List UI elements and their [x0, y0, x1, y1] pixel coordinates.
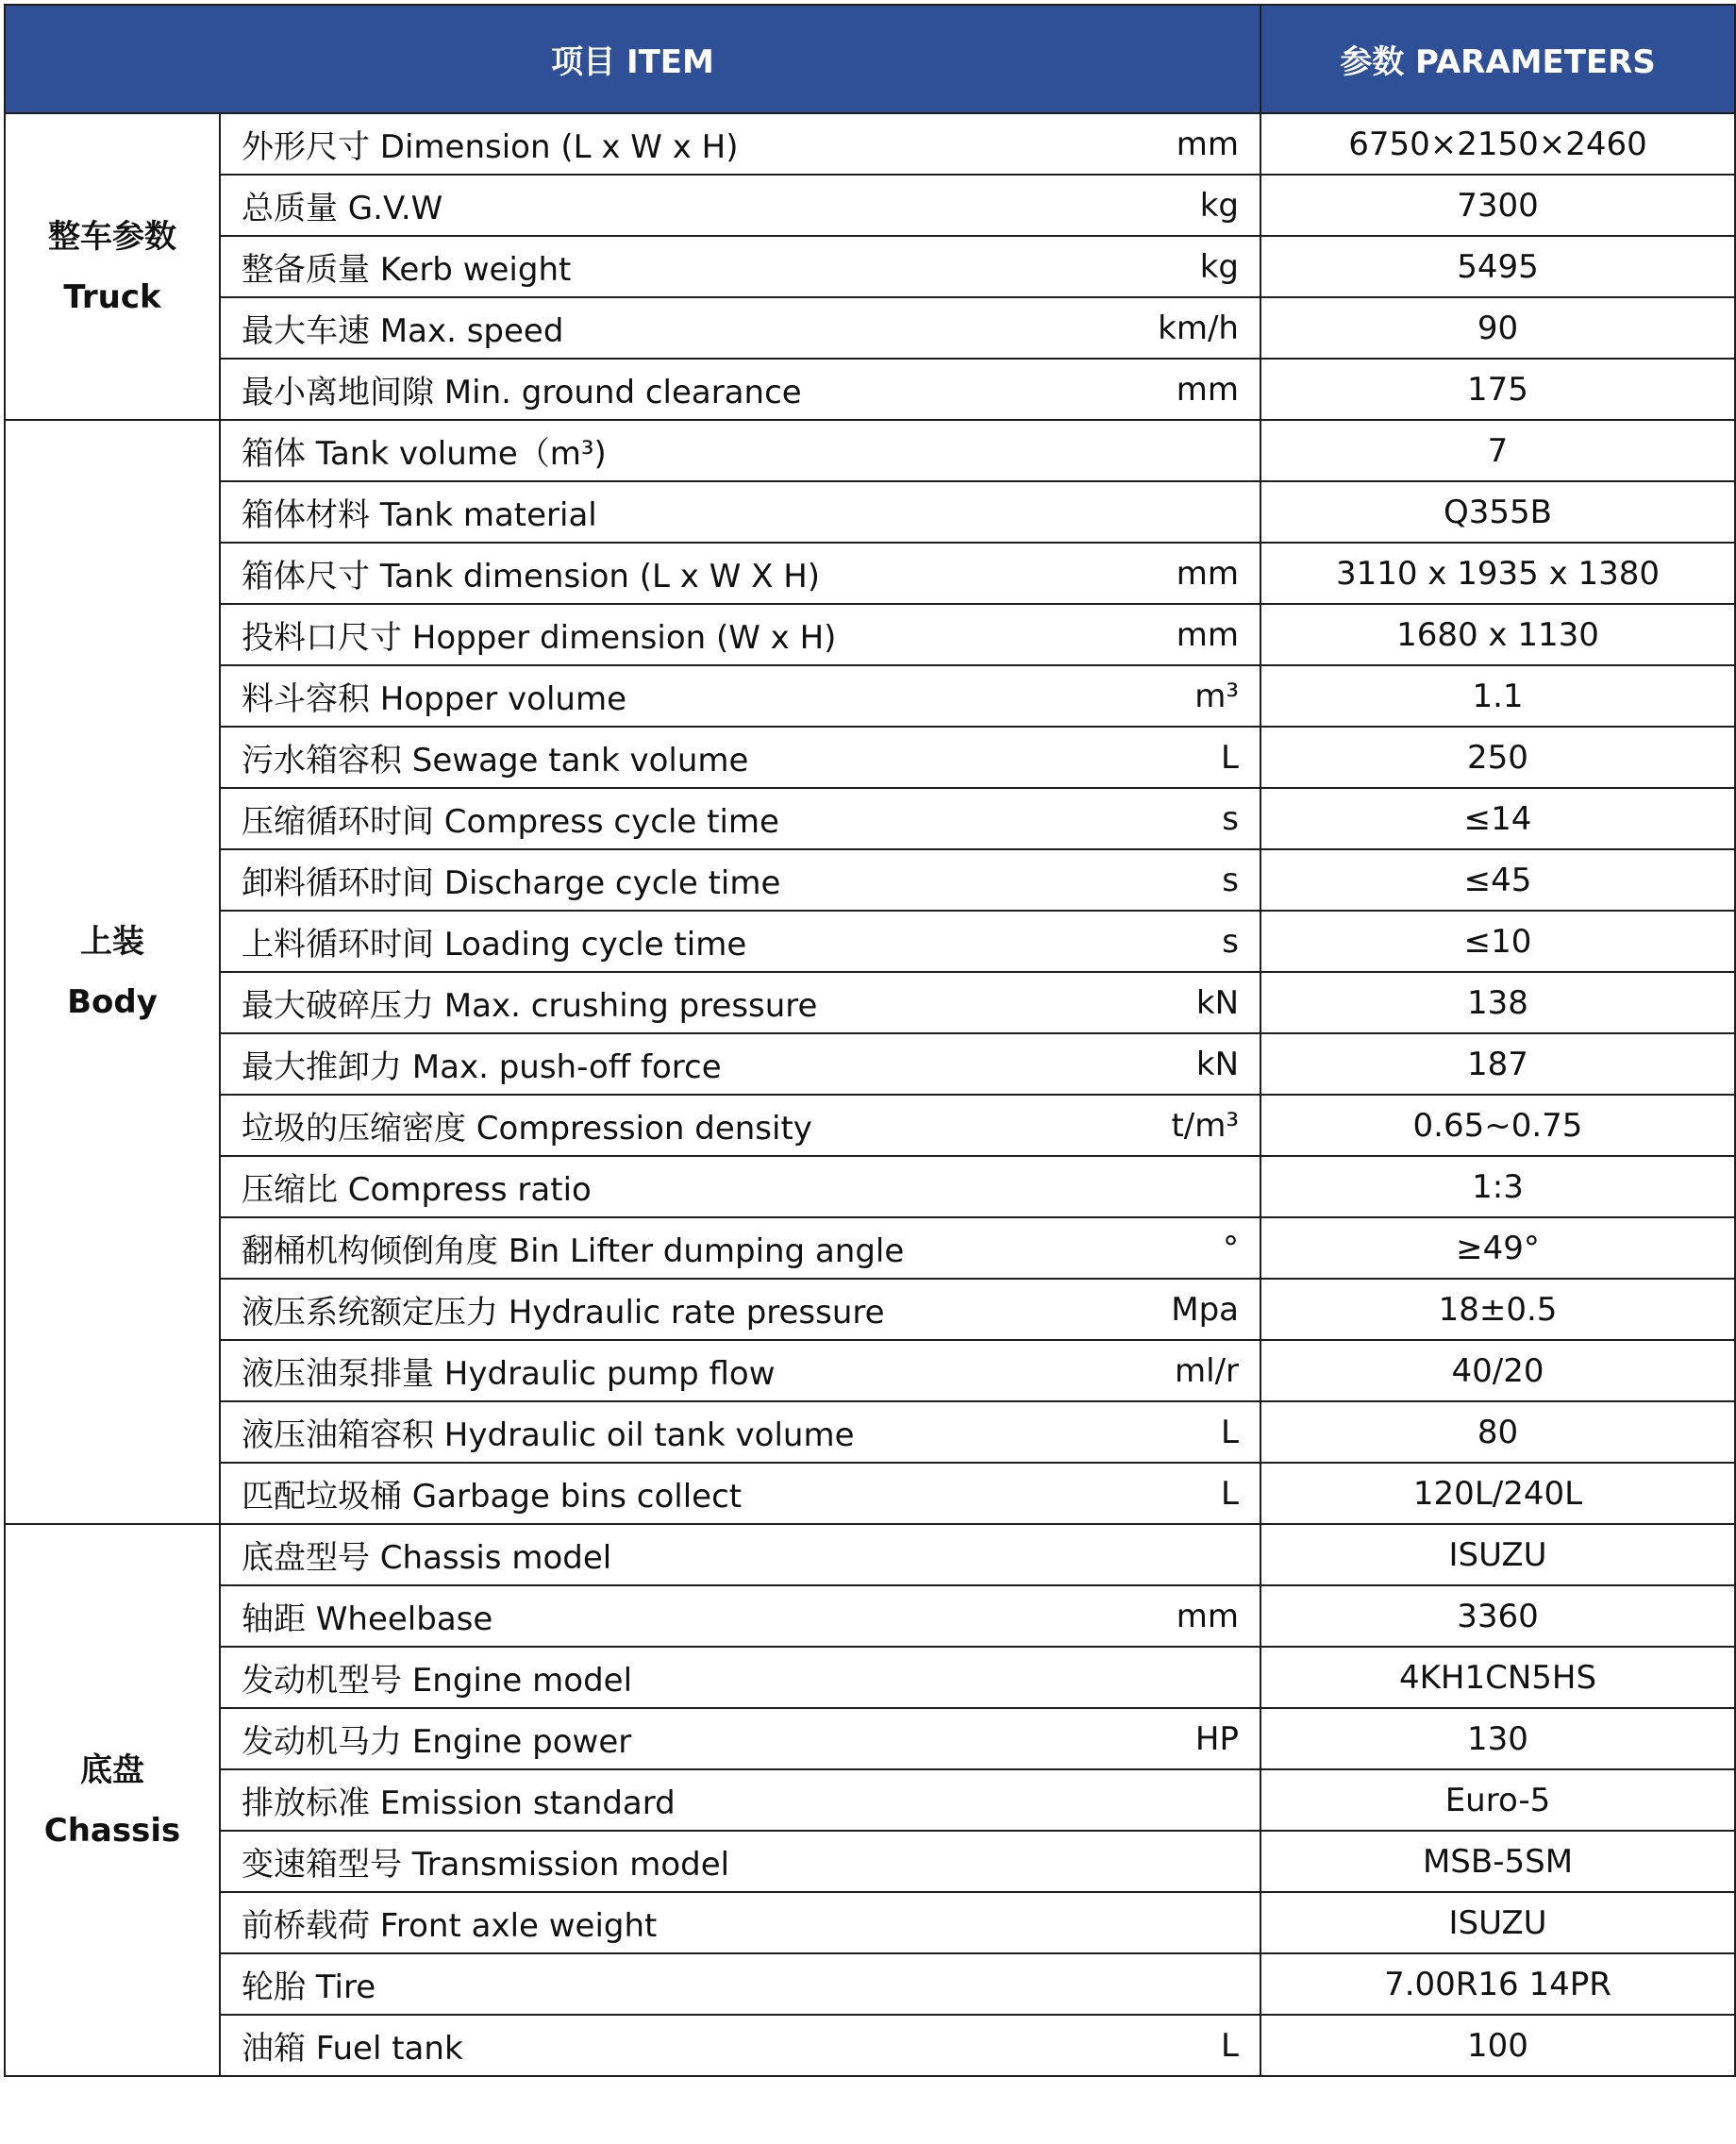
parameter-value: Euro-5: [1260, 1769, 1735, 1831]
item-unit: kg: [1199, 186, 1239, 225]
table-row: [5, 481, 1735, 543]
group-name-en: Chassis: [43, 1811, 181, 1850]
item-label: 液压油泵排量 Hydraulic pump flow: [242, 1355, 776, 1393]
table-row: [5, 1217, 1735, 1279]
table-row: [5, 1708, 1735, 1769]
table-row: [5, 1095, 1735, 1156]
parameter-value: 1:3: [1260, 1156, 1735, 1217]
item-cell: [220, 2015, 1260, 2076]
group-label: [5, 1524, 220, 2076]
item-unit: km/h: [1158, 309, 1239, 347]
parameter-value: 4KH1CN5HS: [1260, 1647, 1735, 1708]
item-cell: [220, 1279, 1260, 1340]
item-cell: [220, 420, 1260, 481]
item-cell: [220, 1524, 1260, 1585]
parameter-value: 100: [1260, 2015, 1735, 2076]
item-unit: L: [1221, 738, 1239, 777]
item-label: 箱体尺寸 Tank dimension (L x W X H): [242, 558, 821, 595]
table-row: [5, 911, 1735, 972]
item-unit: mm: [1176, 554, 1239, 593]
item-cell: [220, 297, 1260, 359]
table-row: [5, 665, 1735, 727]
item-label: 上料循环时间 Loading cycle time: [242, 926, 747, 963]
item-unit: mm: [1176, 125, 1239, 163]
group-label: [5, 113, 220, 420]
header-parameters: 参数 PARAMETERS: [1260, 5, 1735, 113]
item-cell: [220, 1401, 1260, 1463]
header-row: [5, 5, 1735, 113]
item-cell: [220, 359, 1260, 420]
table-row: [5, 236, 1735, 297]
parameter-value: ≤14: [1260, 788, 1735, 849]
item-cell: [220, 1892, 1260, 1953]
parameter-value: 187: [1260, 1033, 1735, 1095]
parameter-value: 0.65~0.75: [1260, 1095, 1735, 1156]
parameter-value: 5495: [1260, 236, 1735, 297]
item-label: 油箱 Fuel tank: [242, 2030, 463, 2068]
table-row: [5, 604, 1735, 665]
parameter-value: ISUZU: [1260, 1524, 1735, 1585]
item-cell: [220, 1953, 1260, 2015]
table-row: [5, 1524, 1735, 1585]
item-cell: [220, 911, 1260, 972]
item-unit: °: [1223, 1229, 1239, 1267]
item-cell: [220, 1585, 1260, 1647]
table-row: [5, 849, 1735, 911]
item-label: 最大车速 Max. speed: [242, 312, 564, 350]
parameter-value: 7: [1260, 420, 1735, 481]
item-label: 卸料循环时间 Discharge cycle time: [242, 864, 781, 902]
item-label: 总质量 G.V.W: [242, 190, 443, 227]
parameter-value: 175: [1260, 359, 1735, 420]
item-cell: [220, 1831, 1260, 1892]
parameter-value: 6750×2150×2460: [1260, 113, 1735, 175]
item-label: 变速箱型号 Transmission model: [242, 1846, 730, 1884]
parameter-value: ≥49°: [1260, 1217, 1735, 1279]
parameter-value: ≤45: [1260, 849, 1735, 911]
item-label: 轴距 Wheelbase: [242, 1600, 493, 1638]
item-label: 料斗容积 Hopper volume: [242, 680, 626, 718]
item-unit: mm: [1176, 1597, 1239, 1635]
parameter-value: 120L/240L: [1260, 1463, 1735, 1524]
spec-body: [5, 113, 1735, 2076]
table-row: [5, 1769, 1735, 1831]
item-cell: [220, 1095, 1260, 1156]
item-unit: HP: [1194, 1719, 1239, 1758]
item-label: 液压系统额定压力 Hydraulic rate pressure: [242, 1294, 885, 1332]
item-unit: ml/r: [1175, 1351, 1239, 1390]
group-label: [5, 420, 220, 1524]
item-cell: [220, 972, 1260, 1033]
table-row: [5, 1953, 1735, 2015]
item-label: 轮胎 Tire: [242, 1968, 376, 2006]
item-cell: [220, 1340, 1260, 1401]
parameter-value: 3110 x 1935 x 1380: [1260, 543, 1735, 604]
table-row: [5, 175, 1735, 236]
item-unit: m³: [1194, 677, 1239, 715]
parameter-value: 18±0.5: [1260, 1279, 1735, 1340]
item-label: 外形尺寸 Dimension (L x W x H): [242, 128, 739, 166]
item-label: 排放标准 Emission standard: [242, 1784, 676, 1822]
table-row: [5, 113, 1735, 175]
table-row: [5, 359, 1735, 420]
item-cell: [220, 788, 1260, 849]
item-cell: [220, 1647, 1260, 1708]
table-row: [5, 1340, 1735, 1401]
parameter-value: 250: [1260, 727, 1735, 788]
item-cell: [220, 1033, 1260, 1095]
item-unit: s: [1222, 922, 1239, 961]
parameter-value: 130: [1260, 1708, 1735, 1769]
item-label: 压缩循环时间 Compress cycle time: [242, 803, 779, 841]
parameter-value: 138: [1260, 972, 1735, 1033]
item-label: 箱体材料 Tank material: [242, 496, 597, 534]
spec-table: [4, 4, 1736, 2077]
item-cell: [220, 1708, 1260, 1769]
group-name-cn: 整车参数: [48, 217, 176, 256]
item-cell: [220, 849, 1260, 911]
group-name-cn: 底盘: [80, 1750, 144, 1789]
parameter-value: ≤10: [1260, 911, 1735, 972]
table-row: [5, 1033, 1735, 1095]
table-row: [5, 420, 1735, 481]
parameter-value: MSB-5SM: [1260, 1831, 1735, 1892]
table-row: [5, 1401, 1735, 1463]
item-unit: kg: [1199, 247, 1239, 286]
table-row: [5, 1279, 1735, 1340]
table-row: [5, 1585, 1735, 1647]
parameter-value: 80: [1260, 1401, 1735, 1463]
item-label: 翻桶机构倾倒角度 Bin Lifter dumping angle: [242, 1232, 905, 1270]
item-label: 发动机马力 Engine power: [242, 1723, 632, 1761]
table-row: [5, 297, 1735, 359]
group-name-en: Body: [67, 983, 158, 1021]
item-label: 整备质量 Kerb weight: [242, 251, 572, 289]
item-label: 污水箱容积 Sewage tank volume: [242, 742, 749, 779]
item-unit: s: [1222, 861, 1239, 899]
table-row: [5, 1463, 1735, 1524]
item-label: 最小离地间隙 Min. ground clearance: [242, 374, 802, 411]
item-label: 最大推卸力 Max. push-off force: [242, 1048, 722, 1086]
header-item: 项目 ITEM: [5, 5, 1260, 113]
table-row: [5, 1156, 1735, 1217]
parameter-value: 1680 x 1130: [1260, 604, 1735, 665]
item-cell: [220, 727, 1260, 788]
item-label: 发动机型号 Engine model: [242, 1662, 633, 1700]
parameter-value: 90: [1260, 297, 1735, 359]
item-unit: mm: [1176, 370, 1239, 409]
parameter-value: 7.00R16 14PR: [1260, 1953, 1735, 2015]
table-row: [5, 788, 1735, 849]
item-unit: s: [1222, 799, 1239, 838]
item-cell: [220, 481, 1260, 543]
parameter-value: ISUZU: [1260, 1892, 1735, 1953]
item-label: 压缩比 Compress ratio: [242, 1171, 592, 1209]
table-row: [5, 1892, 1735, 1953]
item-unit: kN: [1195, 1045, 1239, 1083]
parameter-value: Q355B: [1260, 481, 1735, 543]
item-cell: [220, 1217, 1260, 1279]
item-label: 底盘型号 Chassis model: [242, 1539, 612, 1577]
item-cell: [220, 113, 1260, 175]
item-unit: mm: [1176, 615, 1239, 654]
table-row: [5, 1647, 1735, 1708]
item-label: 液压油箱容积 Hydraulic oil tank volume: [242, 1416, 855, 1454]
item-cell: [220, 665, 1260, 727]
parameter-value: 3360: [1260, 1585, 1735, 1647]
table-row: [5, 1831, 1735, 1892]
item-label: 箱体 Tank volume（m³): [242, 435, 607, 473]
item-label: 匹配垃圾桶 Garbage bins collect: [242, 1478, 743, 1516]
table-row: [5, 727, 1735, 788]
item-unit: t/m³: [1171, 1106, 1239, 1145]
item-cell: [220, 236, 1260, 297]
item-label: 前桥载荷 Front axle weight: [242, 1907, 658, 1945]
parameter-value: 40/20: [1260, 1340, 1735, 1401]
item-cell: [220, 604, 1260, 665]
item-unit: L: [1221, 1413, 1239, 1451]
table-row: [5, 2015, 1735, 2076]
table-row: [5, 972, 1735, 1033]
item-unit: kN: [1195, 983, 1239, 1022]
item-cell: [220, 175, 1260, 236]
item-cell: [220, 1769, 1260, 1831]
group-name-en: Truck: [63, 277, 161, 316]
item-cell: [220, 1156, 1260, 1217]
item-unit: L: [1221, 1474, 1239, 1513]
item-label: 垃圾的压缩密度 Compression density: [242, 1110, 812, 1147]
group-name-cn: 上装: [80, 923, 144, 961]
item-cell: [220, 543, 1260, 604]
item-label: 最大破碎压力 Max. crushing pressure: [242, 987, 818, 1025]
item-unit: Mpa: [1171, 1290, 1239, 1329]
item-cell: [220, 1463, 1260, 1524]
item-unit: L: [1221, 2026, 1239, 2065]
item-label: 投料口尺寸 Hopper dimension (W x H): [242, 619, 837, 657]
parameter-value: 7300: [1260, 175, 1735, 236]
table-row: [5, 543, 1735, 604]
parameter-value: 1.1: [1260, 665, 1735, 727]
